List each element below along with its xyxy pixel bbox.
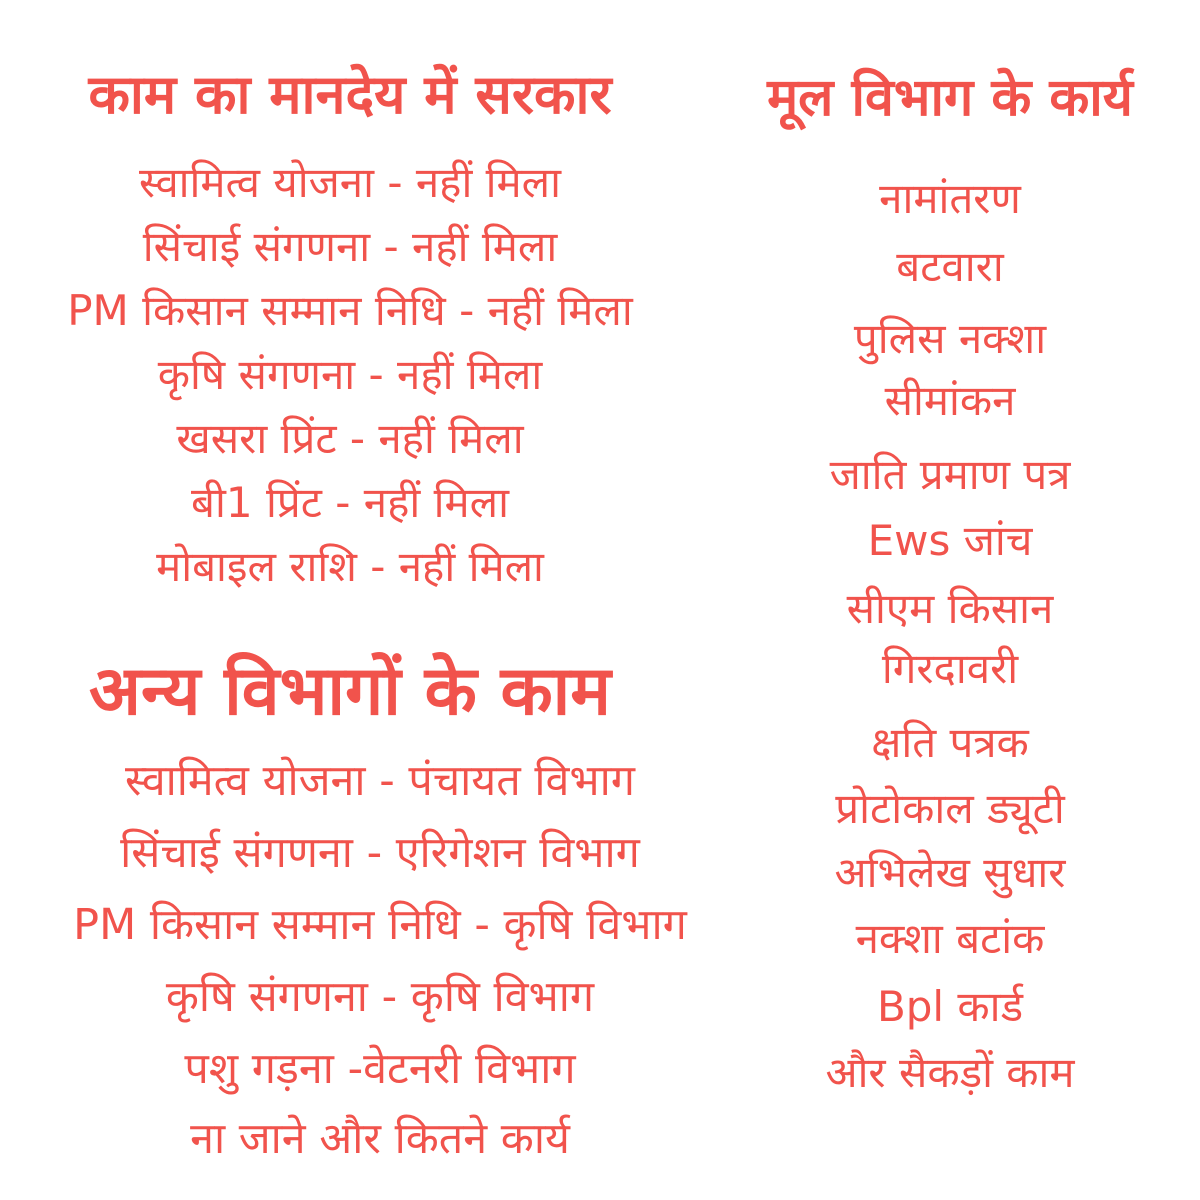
honorarium-item: स्वामित्व योजना - नहीं मिला — [138, 158, 562, 207]
core-work-item: सीमांकन — [884, 376, 1016, 425]
honorarium-item: मोबाइल राशि - नहीं मिला — [156, 542, 544, 591]
core-work-item: नक्शा बटांक — [855, 914, 1045, 963]
honorarium-item: खसरा प्रिंट - नहीं मिला — [176, 414, 524, 463]
honorarium-item: सिंचाई संगणना - नहीं मिला — [142, 222, 558, 271]
core-work-item: सीएम किसान — [846, 584, 1054, 633]
core-work-item: और सैकड़ों काम — [825, 1048, 1075, 1097]
department-item: PM किसान सम्मान निधि - कृषि विभाग — [73, 900, 687, 950]
honorarium-item: बी1 प्रिंट - नहीं मिला — [191, 478, 509, 527]
honorarium-item: कृषि संगणना - नहीं मिला — [157, 350, 543, 399]
core-work-item: पुलिस नक्शा — [853, 314, 1047, 363]
department-item: कृषि संगणना - कृषि विभाग — [165, 972, 595, 1022]
core-work-item: नामांतरण — [879, 174, 1021, 223]
core-work-item: जाति प्रमाण पत्र — [829, 450, 1071, 499]
core-work-item: प्रोटोकाल ड्यूटी — [835, 784, 1065, 833]
left-heading-honorarium: काम का मानदेय में सरकार — [88, 63, 612, 126]
core-work-item: Ews जांच — [867, 516, 1033, 565]
core-work-item: बटवारा — [896, 242, 1004, 291]
right-heading-core-department: मूल विभाग के कार्य — [767, 68, 1133, 128]
core-work-item: Bpl कार्ड — [876, 982, 1024, 1031]
core-work-item: अभिलेख सुधार — [834, 848, 1066, 897]
left-heading-other-departments: अन्य विभागों के काम — [89, 652, 611, 731]
department-item: पशु गड़ना -वेटनरी विभाग — [184, 1044, 576, 1094]
department-item: स्वामित्व योजना - पंचायत विभाग — [124, 756, 636, 806]
core-work-item: क्षति पत्रक — [871, 718, 1029, 767]
honorarium-item: PM किसान सम्मान निधि - नहीं मिला — [67, 286, 633, 335]
department-item: सिंचाई संगणना - एरिगेशन विभाग — [120, 828, 640, 878]
core-work-item: गिरदावरी — [881, 644, 1019, 693]
department-item: ना जाने और कितने कार्य — [190, 1114, 570, 1164]
